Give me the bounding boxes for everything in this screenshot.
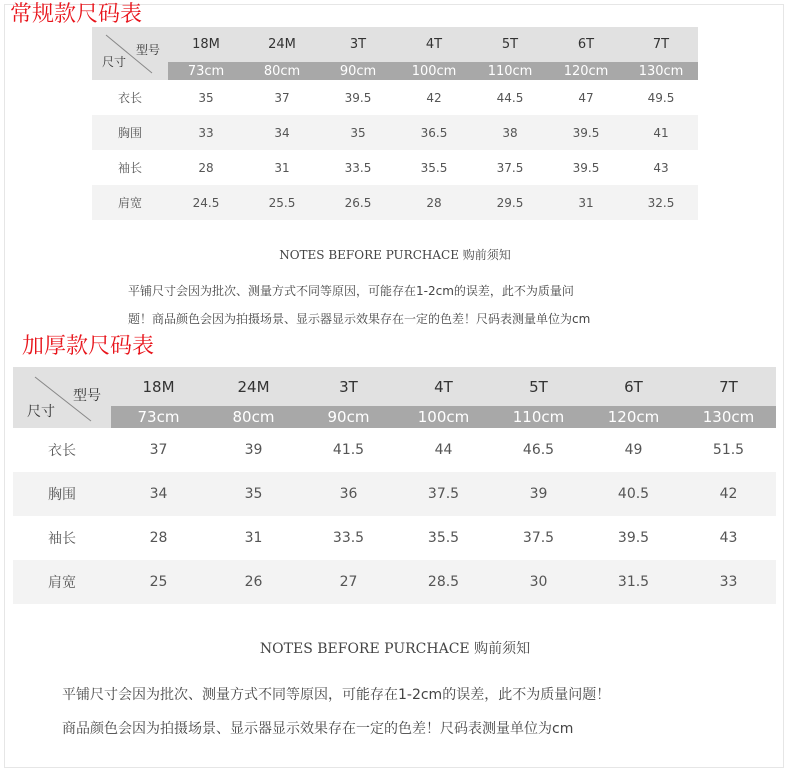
- size-col-header: 4T: [396, 367, 491, 406]
- size-col-header: 24M: [206, 367, 301, 406]
- row-label: 肩宽: [92, 185, 168, 220]
- corner-cell: [92, 27, 168, 80]
- height-cell: 130cm: [681, 406, 776, 428]
- table-cell: 28.5: [396, 560, 491, 604]
- height-cell: 120cm: [586, 406, 681, 428]
- table-cell: 29.5: [472, 185, 548, 220]
- size-col-header: 7T: [624, 27, 698, 62]
- table-cell: 36.5: [396, 115, 472, 150]
- size-col-header: 4T: [396, 27, 472, 62]
- table-cell: 43: [681, 516, 776, 560]
- table-cell: 39.5: [548, 115, 624, 150]
- table-row: [13, 472, 776, 516]
- table-cell: 43: [624, 150, 698, 185]
- table-cell: 28: [111, 516, 206, 560]
- table-cell: 39.5: [586, 516, 681, 560]
- height-cell: 90cm: [301, 406, 396, 428]
- row-label: 衣长: [13, 428, 111, 472]
- table-cell: 33: [681, 560, 776, 604]
- section-title-thick: 加厚款尺码表: [22, 334, 155, 359]
- size-col-header: 24M: [244, 27, 320, 62]
- size-col-header: 5T: [472, 27, 548, 62]
- table-cell: 35.5: [396, 516, 491, 560]
- table-cell: 51.5: [681, 428, 776, 472]
- size-col-header: 6T: [586, 367, 681, 406]
- height-cell: 73cm: [111, 406, 206, 428]
- type-label: 型号: [135, 43, 160, 57]
- table-cell: 42: [396, 80, 472, 115]
- table-cell: 35: [206, 472, 301, 516]
- table-cell: 34: [111, 472, 206, 516]
- table-cell: 39.5: [548, 150, 624, 185]
- notes-line: 平铺尺寸会因为批次、测量方式不同等原因，可能存在1-2cm的误差，此不为质量问: [128, 284, 574, 298]
- table-cell: 42: [681, 472, 776, 516]
- table-cell: 24.5: [168, 185, 244, 220]
- table-cell: 37.5: [396, 472, 491, 516]
- type-label: 型号: [73, 388, 101, 404]
- table-cell: 25.5: [244, 185, 320, 220]
- size-col-header: 6T: [548, 27, 624, 62]
- table-cell: 39: [206, 428, 301, 472]
- table-row: [92, 150, 698, 185]
- row-label: 袖长: [13, 516, 111, 560]
- table-row: [92, 115, 698, 150]
- table-cell: 40.5: [586, 472, 681, 516]
- table-cell: 32.5: [624, 185, 698, 220]
- row-label: 肩宽: [13, 560, 111, 604]
- size-col-header: 5T: [491, 367, 586, 406]
- table-cell: 31: [244, 150, 320, 185]
- table-cell: 30: [491, 560, 586, 604]
- size-col-header: 7T: [681, 367, 776, 406]
- table-row: [13, 516, 776, 560]
- size-table-regular: [92, 27, 698, 220]
- table-cell: 47: [548, 80, 624, 115]
- height-cell: 73cm: [168, 62, 244, 80]
- table-cell: 37.5: [472, 150, 548, 185]
- size-col-header: 18M: [111, 367, 206, 406]
- table-cell: 35.5: [396, 150, 472, 185]
- table-cell: 46.5: [491, 428, 586, 472]
- row-label: 衣长: [92, 80, 168, 115]
- notes-heading-regular: NOTES BEFORE PURCHACE 购前须知: [279, 248, 511, 262]
- table-cell: 26.5: [320, 185, 396, 220]
- table-cell: 39: [491, 472, 586, 516]
- table-cell: 31.5: [586, 560, 681, 604]
- table-cell: 44.5: [472, 80, 548, 115]
- table-cell: 49: [586, 428, 681, 472]
- table-cell: 39.5: [320, 80, 396, 115]
- height-row: [13, 406, 776, 428]
- height-cell: 100cm: [396, 62, 472, 80]
- height-cell: 120cm: [548, 62, 624, 80]
- table-cell: 35: [168, 80, 244, 115]
- table-cell: 28: [396, 185, 472, 220]
- corner-cell: [13, 367, 111, 428]
- height-cell: 80cm: [244, 62, 320, 80]
- row-label: 袖长: [92, 150, 168, 185]
- row-label: 胸围: [13, 472, 111, 516]
- table-row: [13, 428, 776, 472]
- height-cell: 110cm: [491, 406, 586, 428]
- table-cell: 26: [206, 560, 301, 604]
- height-cell: 80cm: [206, 406, 301, 428]
- table-cell: 36: [301, 472, 396, 516]
- notes-line: 商品颜色会因为拍摄场景、显示器显示效果存在一定的色差！尺码表测量单位为cm: [62, 721, 574, 737]
- table-cell: 37: [244, 80, 320, 115]
- table-cell: 28: [168, 150, 244, 185]
- table-cell: 27: [301, 560, 396, 604]
- size-col-header: 18M: [168, 27, 244, 62]
- height-cell: 90cm: [320, 62, 396, 80]
- size-col-header: 3T: [320, 27, 396, 62]
- size-header-row: [13, 367, 776, 406]
- row-label: 胸围: [92, 115, 168, 150]
- table-cell: 35: [320, 115, 396, 150]
- table-cell: 37.5: [491, 516, 586, 560]
- table-cell: 31: [206, 516, 301, 560]
- notes-line: 题！商品颜色会因为拍摄场景、显示器显示效果存在一定的色差！尺码表测量单位为cm: [128, 312, 591, 326]
- table-cell: 33.5: [301, 516, 396, 560]
- section-title-regular: 常规款尺码表: [10, 2, 143, 27]
- height-row: [92, 62, 698, 80]
- size-header-row: [92, 27, 698, 62]
- table-row: [92, 185, 698, 220]
- height-cell: 110cm: [472, 62, 548, 80]
- size-table-thick: [13, 367, 776, 604]
- notes-line: 平铺尺寸会因为批次、测量方式不同等原因，可能存在1-2cm的误差，此不为质量问题！: [62, 687, 611, 703]
- table-cell: 33: [168, 115, 244, 150]
- table-cell: 37: [111, 428, 206, 472]
- size-label: 尺寸: [102, 55, 127, 69]
- table-cell: 49.5: [624, 80, 698, 115]
- table-cell: 31: [548, 185, 624, 220]
- table-cell: 38: [472, 115, 548, 150]
- size-label: 尺寸: [27, 404, 55, 420]
- table-row: [13, 560, 776, 604]
- table-cell: 25: [111, 560, 206, 604]
- table-cell: 33.5: [320, 150, 396, 185]
- height-cell: 130cm: [624, 62, 698, 80]
- table-cell: 34: [244, 115, 320, 150]
- size-col-header: 3T: [301, 367, 396, 406]
- table-cell: 41: [624, 115, 698, 150]
- table-row: [92, 80, 698, 115]
- table-cell: 44: [396, 428, 491, 472]
- height-cell: 100cm: [396, 406, 491, 428]
- notes-heading-thick: NOTES BEFORE PURCHACE 购前须知: [259, 641, 531, 657]
- table-cell: 41.5: [301, 428, 396, 472]
